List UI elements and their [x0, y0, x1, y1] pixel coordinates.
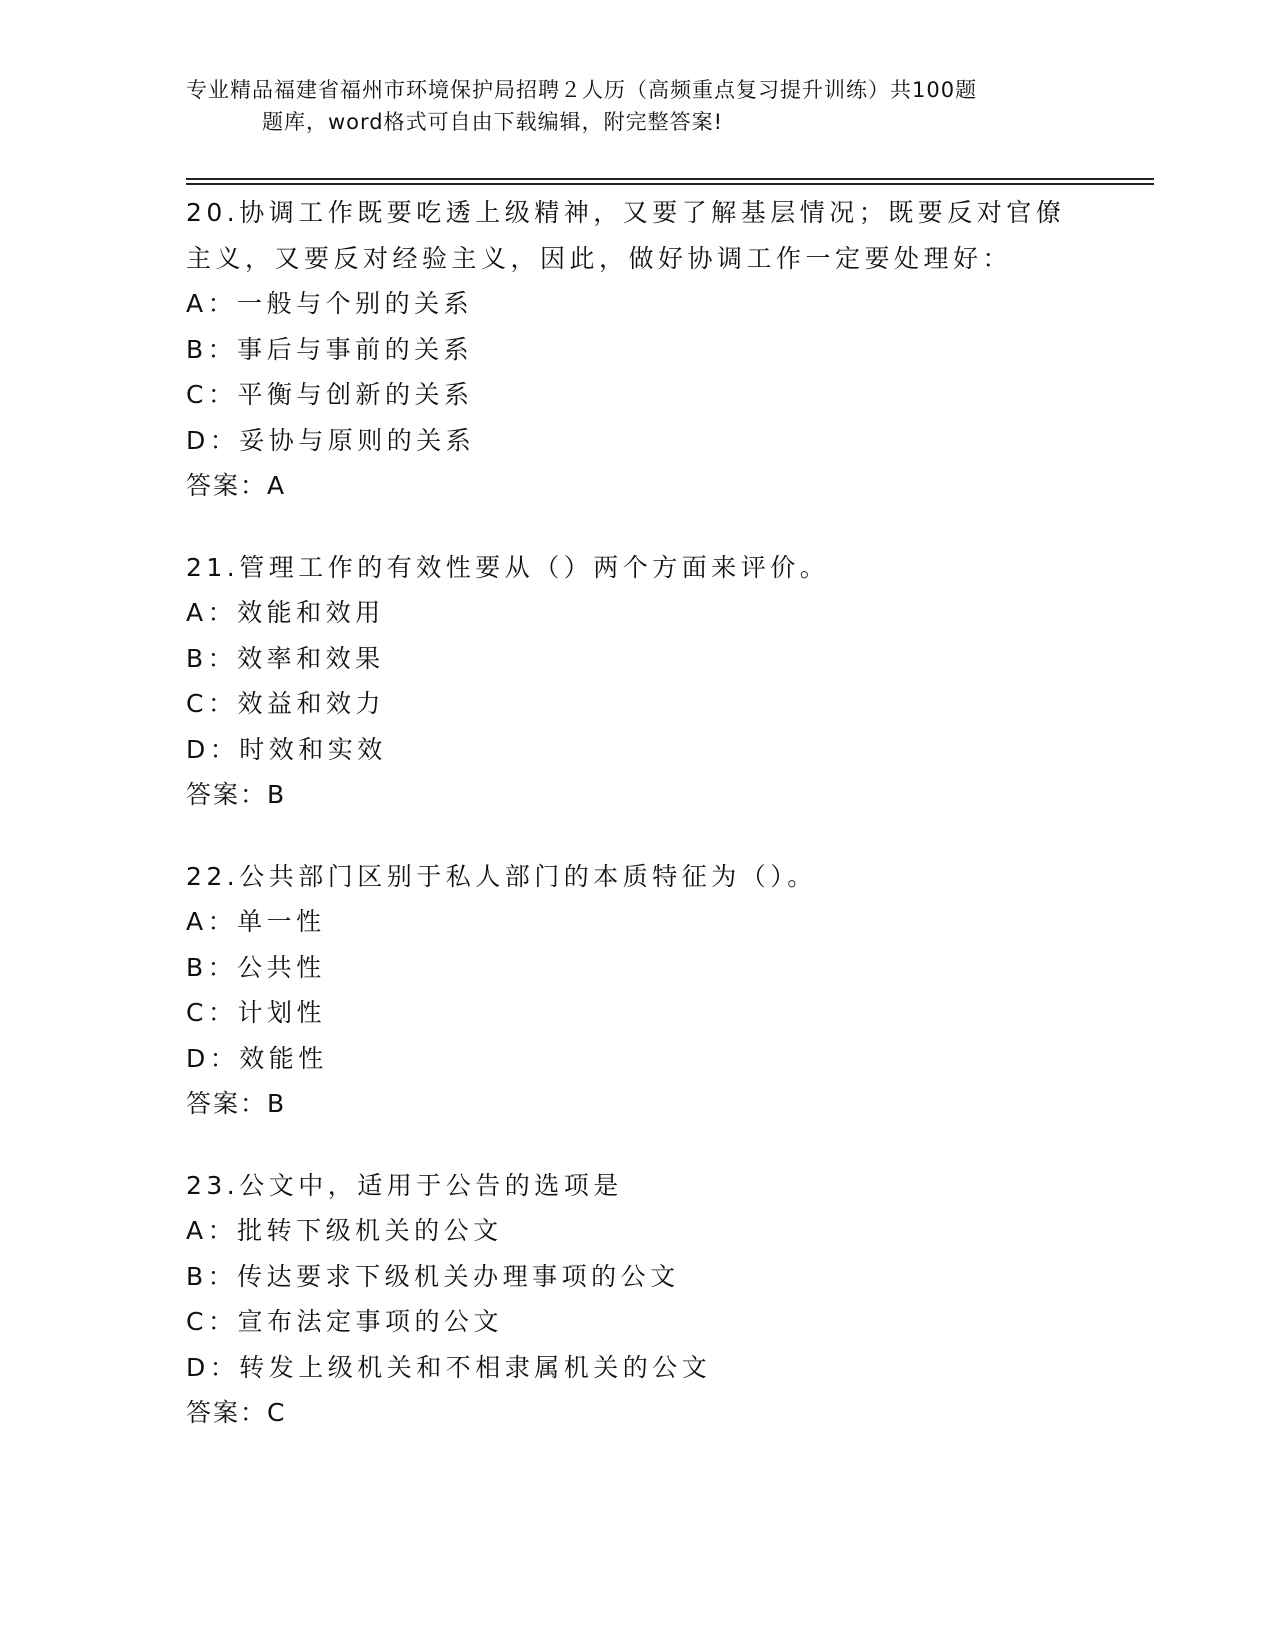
- option-b: B：传达要求下级机关办理事项的公文: [186, 1261, 680, 1291]
- header-line-1: 专业精品福建省福州市环境保护局招聘２人历（高频重点复习提升训练）共100题: [186, 78, 978, 102]
- question-text: 22.公共部门区别于私人部门的本质特征为（）。: [186, 861, 817, 891]
- answer-value: B: [267, 780, 286, 809]
- option-a: A：单一性: [186, 907, 326, 936]
- question-23: [186, 1163, 1086, 1436]
- answer-value: A: [267, 471, 286, 500]
- option-c: C：宣布法定事项的公文: [186, 1307, 503, 1336]
- question-22: [186, 854, 1086, 1127]
- question-21: [186, 545, 1086, 818]
- option-c: C：平衡与创新的关系: [186, 380, 474, 409]
- option-a: A：效能和效用: [186, 598, 385, 627]
- answer-line: [186, 463, 1086, 509]
- option-c: C：效益和效力: [186, 689, 385, 718]
- header-divider-top: [186, 178, 1154, 180]
- answer-value: C: [267, 1398, 286, 1427]
- option-d: D：妥协与原则的关系: [186, 425, 476, 455]
- answer-label: 答案：: [186, 1089, 268, 1118]
- option-d: D：效能性: [186, 1043, 328, 1073]
- answer-value: B: [267, 1089, 286, 1118]
- question-text: 20.协调工作既要吃透上级精神，又要了解基层情况；既要反对官僚主义，又要反对经验主义，因此，做好协调工作一定要处理好：: [186, 198, 1066, 273]
- answer-line: [186, 1390, 1086, 1436]
- question-20: [186, 190, 1086, 509]
- header-line-2: 题库，word格式可自由下载编辑，附完整答案!: [262, 110, 724, 134]
- option-b: B：事后与事前的关系: [186, 334, 474, 364]
- question-text: 23.公文中，适用于公告的选项是: [186, 1170, 623, 1200]
- option-b: B：效率和效果: [186, 643, 385, 673]
- answer-label: 答案：: [186, 471, 268, 500]
- option-d: D：时效和实效: [186, 734, 387, 764]
- option-a: A：批转下级机关的公文: [186, 1216, 503, 1245]
- question-text: 21.管理工作的有效性要从（）两个方面来评价。: [186, 552, 830, 582]
- answer-label: 答案：: [186, 780, 268, 809]
- answer-line: [186, 772, 1086, 818]
- option-a: A：一般与个别的关系: [186, 289, 474, 318]
- header-divider-bottom: [186, 183, 1154, 185]
- answer-label: 答案：: [186, 1398, 268, 1427]
- question-list: [186, 190, 1086, 1472]
- option-b: B：公共性: [186, 952, 326, 982]
- answer-line: [186, 1081, 1086, 1127]
- document-header: [186, 74, 1086, 138]
- option-c: C：计划性: [186, 998, 326, 1027]
- option-d: D：转发上级机关和不相隶属机关的公文: [186, 1352, 712, 1382]
